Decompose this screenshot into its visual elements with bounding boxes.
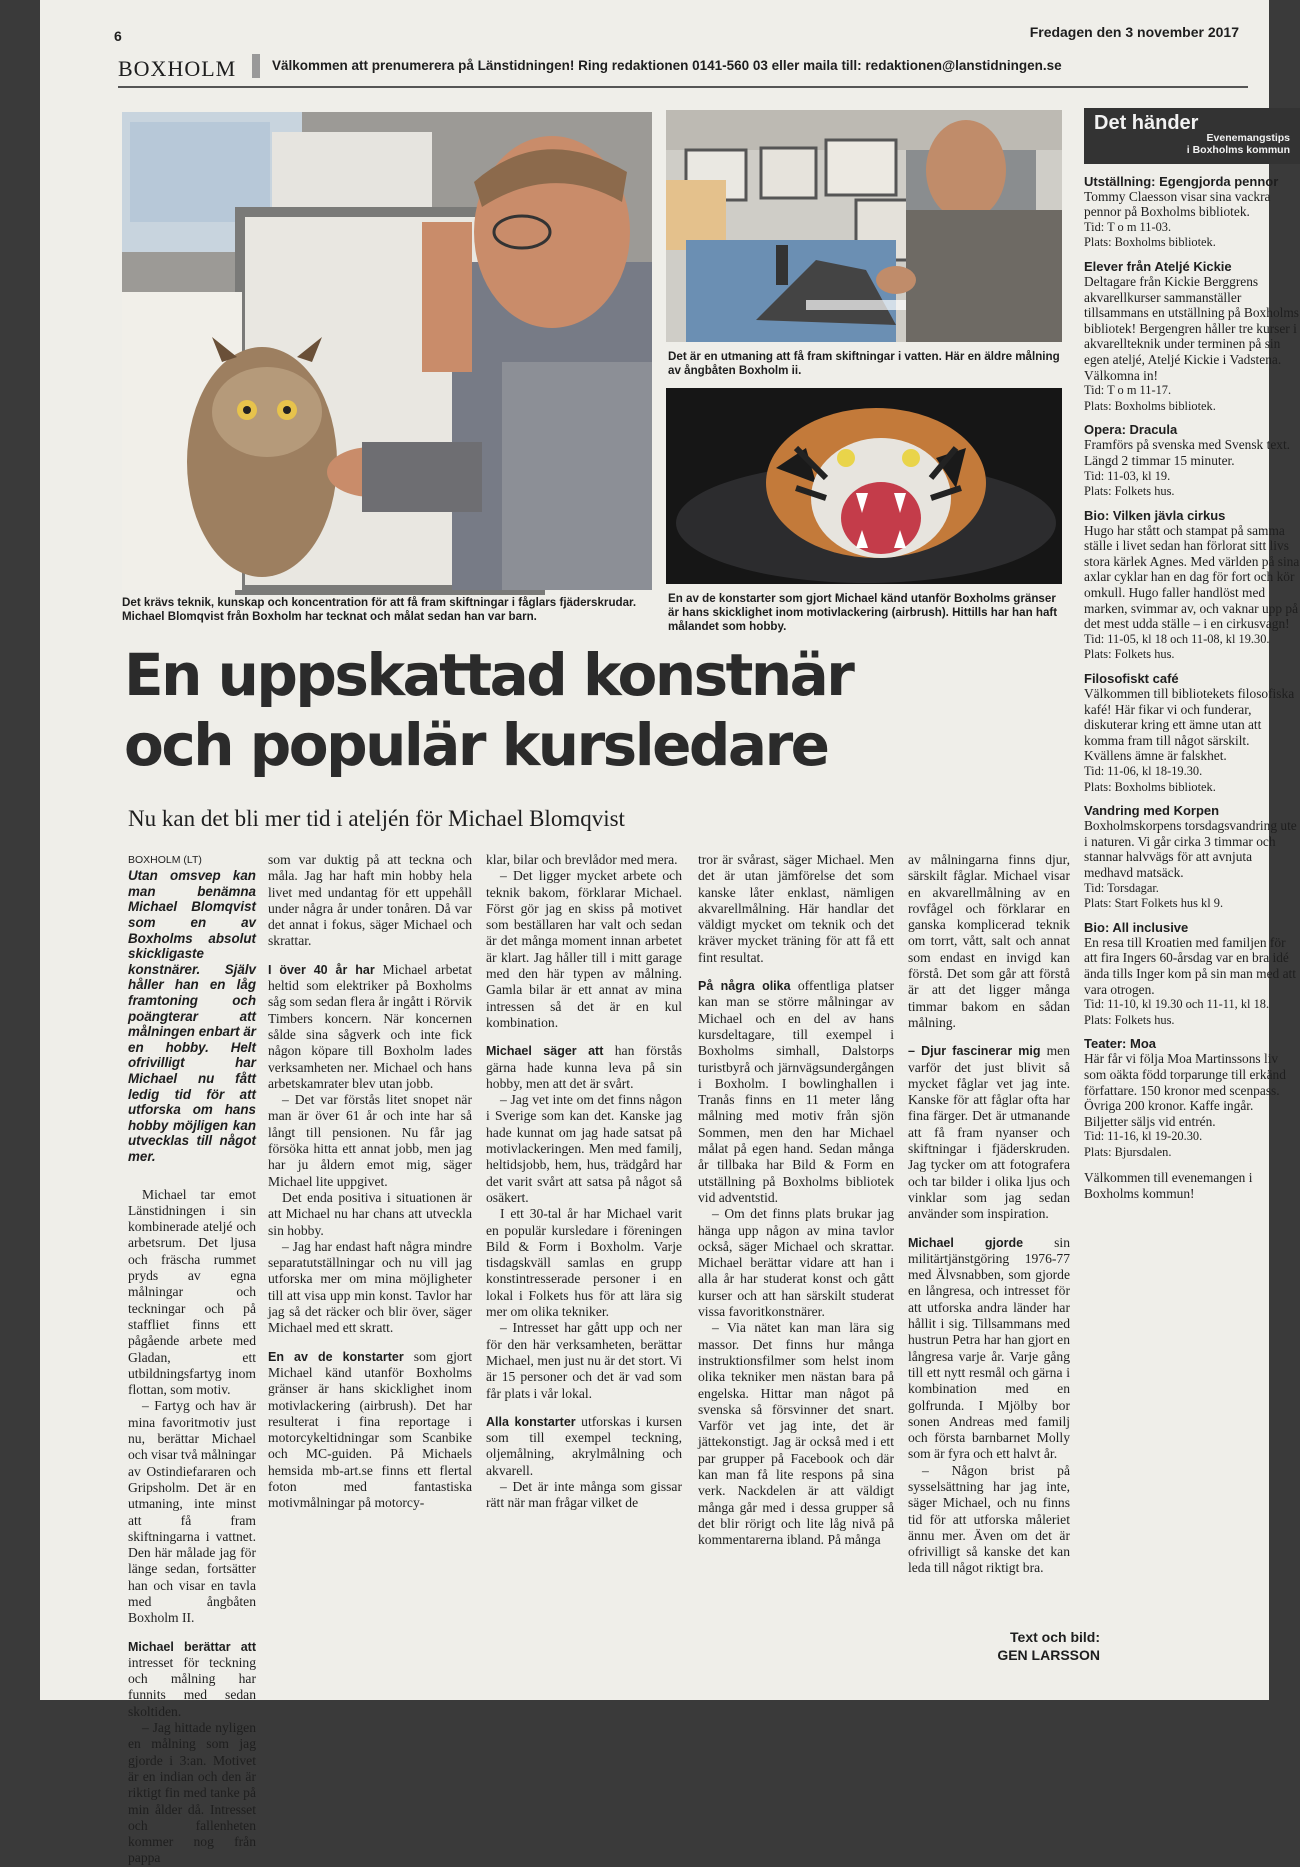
event-time: Tid: 11-06, kl 18-19.30.: [1084, 764, 1203, 778]
headline-line-2: och populär kursledare: [124, 711, 828, 779]
subheadline: Nu kan det bli mer tid i ateljén för Michael Blomqvist: [128, 806, 625, 831]
event-body: Tommy Claesson visar sina vackra pennor på Boxholms bibliotek.: [1084, 188, 1271, 220]
paragraph: – Fartyg och hav är mina favoritmotiv just nu, berättar Michael och visar två målningar av Ostindiefararen och Gripsholm. Det är en utmaning, inte minst att få fram skiftningarna i vattnet. Den här målade jag för länge sedan, fortsätter han och visar en tavla med ångbåten Boxholm II.: [128, 1398, 256, 1626]
midhead: Michael gjorde: [908, 1235, 1024, 1250]
paragraph: offentliga platser kan man se större målningar av Michael och en del av hans kursdeltagare, till exempel i Boxholms simhall, Dalstorps turistbyrå och järnvägsundergången i Boxholm. I bowlinghallen i Tranås finns en 11 meter lång målning med motiv från sjön Sommen, men den har Michael målat på egen hand. Sedan många år tillbaka har Bild & Form en utställning på Boxholms bibliotek vid adventstid.: [698, 978, 894, 1205]
event-body: Välkommen till bibliotekets filosofiska kafé! Här fikar vi och funderar, diskuterar kring ett ämne utan att komma fram till något särskilt. Kvällens ämne är falskhet.: [1084, 686, 1295, 764]
paragraph: – Jag hittade nyligen en målning som jag gjorde i 3:an. Motivet är en indian och den är riktigt fin med tanke på min ålder då. Intresset och fallenheten kommer nog från pappa: [128, 1720, 256, 1866]
event-place: Plats: Bjursdalen.: [1084, 1144, 1172, 1159]
midhead: – Djur fascinerar mig: [908, 1044, 1041, 1059]
event-body: Framförs på svenska med Svensk text. Längd 2 timmar 15 minuter.: [1084, 437, 1291, 468]
paragraph: klar, bilar och brevlådor med mera.: [486, 852, 678, 867]
paragraph: – Om det finns plats brukar jag hänga upp någon av mina tavlor också, säger Michael och skrattar. Michael berättar vidare att han i alla år har studerat konst och gått kurser och att han särskilt studerat vissa favoritkonstnärer.: [698, 1206, 894, 1320]
paragraph: sin militärtjänstgöring 1976-77 med Älvsnabben, som gjorde en långresa, och intresset för att utforska andra länder har hållit i sig. Tillsammans med hustrun Petra har han gjort en långresa varje år. Varje gång till ett nytt resmål och gärna i kombination med en golfrunda. I Mjölby bor sonen Andreas med familj och första barnbarnet Molly som är fyra och ett halvt år.: [908, 1234, 1070, 1462]
article-column-5: [908, 852, 1070, 1622]
event-item: [1084, 920, 1300, 1029]
paragraph: – Jag vet inte om det finns någon i Sverige som kan det. Kanske jag hade kunnat om jag hade satsat på motivlackeringen. Men med familj, heltidsjobb, hem, hus, trädgård har det varit svårt att satsa på något så osäkert.: [486, 1092, 682, 1205]
sidebar-subtitle-2: i Boxholms kommun: [1186, 143, 1290, 156]
paragraph: som var duktig på att teckna och måla. Jag har haft min hobby hela livet med undantag för ett uppehåll under några år under tonåren. Då var det annat i fokus, säger Michael och skrattar.: [268, 852, 472, 949]
event-time: Tid: Torsdagar.: [1084, 880, 1159, 895]
paragraph: som gjort Michael känd utanför Boxholms gränser är hans skicklighet inom motivlackering (airbrush). Det har resulterat i fina reportage i motorcykeltidningar som Scanbike och MC-guiden. På Michaels hemsida mb-art.se finns ett flertal foton med fantastiska motivmålningar på motorcy-: [268, 1348, 473, 1511]
paragraph: men varför det just blivit så mycket fåglar vet jag inte. Kanske för att fåglar ofta har fina färger. Det är utmanande att få fram nyanser och skiftningar i fjäderskruden. Jag tycker om att fotografera och tar bilder i olika ljus och vinklar som jag sedan använder som inspiration.: [908, 1043, 1070, 1222]
credit-author: GEN LARSSON: [997, 1647, 1100, 1663]
event-title: Bio: All inclusive: [1084, 919, 1189, 935]
midhead: En av de konstarter: [268, 1349, 404, 1364]
event-body: Boxholmskorpens torsdagsvandring ute i naturen. Vi går cirka 3 timmar och stannar halvvägs för att avnjuta medhavd matsäck.: [1084, 818, 1297, 880]
sidebar-footer: Välkommen till evenemangen i Boxholms kommun!: [1084, 1170, 1253, 1202]
subscribe-promo: Välkommen att prenumerera på Länstidningen! Ring redaktionen 0141-560 03 eller maila till: redaktionen@lanstidningen.se: [272, 58, 1062, 73]
headline-line-1: En uppskattad konstnär: [124, 641, 853, 709]
paragraph: I ett 30-tal år har Michael varit en populär kursledare i föreningen Bild & Form i Boxholm. Varje tisdagskväll samlas en grupp konstintresserade personer i en lokal i Folkets hus för att lära sig mer om olika tekniker.: [486, 1206, 682, 1320]
event-title: Filosofiskt café: [1084, 671, 1179, 687]
event-item: [1084, 1036, 1300, 1160]
paragraph: – Det ligger mycket arbete och teknik bakom, förklarar Michael. Först gör jag en skiss på motivet som beställaren har valt och sedan är det många moment innan arbetet är klart. Jag håller till i mitt garage med den här typen av målning. Gamla bilar är ett annat av mina intressen så det är en kul kombination.: [486, 868, 682, 1030]
article-column-3: [486, 852, 682, 1658]
main-photo-artist-owl: [122, 112, 652, 590]
article-column-2: [268, 852, 472, 1658]
midhead: Michael berättar att: [128, 1639, 256, 1654]
section-divider: [252, 54, 260, 78]
section-name: BOXHOLM: [118, 56, 237, 81]
credit-label: Text och bild:: [1010, 1629, 1100, 1645]
event-item: [1084, 803, 1300, 912]
event-body: Hugo har stått och stampat på samma ställe i livet sedan han förlorat sitt livs stora kärlek Agnes. Med världen på sina axlar cyklar han en dag för fort och kör omkull. Hugo faller handlöst med marken, svimmar av, och vaknar upp på det mest udda ställe – i en cirkusvagn!: [1084, 522, 1300, 632]
sidebar-subtitle-1: Evenemangstips: [1206, 131, 1290, 144]
midhead: Alla konstarter: [486, 1414, 576, 1429]
paragraph: han förstås gärna hade kunna leva på sin hobby, men att det är svårt.: [486, 1043, 682, 1091]
event-time: Tid: 11-10, kl 19.30 och 11-11, kl 18.: [1084, 997, 1270, 1012]
midhead: I över 40 år har: [268, 962, 375, 977]
page-number: 6: [114, 28, 122, 44]
event-time: Tid: 11-16, kl 19-20.30.: [1084, 1129, 1203, 1144]
event-body: En resa till Kroatien med familjen för att fira Ingers 60-årsdag var en bra idé ända tills Inger kom på sin man med att vara otrogen.: [1084, 934, 1296, 997]
midhead: På några olika: [698, 979, 791, 994]
sidebar-header: [1084, 108, 1300, 164]
issue-date: Fredagen den 3 november 2017: [1029, 24, 1239, 40]
events-sidebar: [1084, 108, 1300, 1698]
event-time: Tid: T o m 11-17.: [1084, 383, 1172, 398]
caption-main: Det krävs teknik, kunskap och koncentration för att få fram skiftningar i fåglars fjäderskrudar. Michael Blomqvist från Boxholm har tecknat och målat sedan han var barn.: [122, 596, 637, 623]
event-place: Plats: Folkets hus.: [1084, 1012, 1175, 1027]
event-item: [1084, 422, 1300, 499]
paragraph: – Jag har endast haft några mindre separatutställningar och nu vill jag utforska mer om mina möjligheter till att visa upp min konst. Tavlor har jag så det räcker och blir över, säger Michael med ett skratt.: [268, 1238, 472, 1336]
paragraph: – Det är inte många som gissar rätt när man frågar vilket de: [486, 1478, 682, 1511]
header-rule: [118, 86, 1248, 88]
sidebar-title: Det händer: [1094, 112, 1199, 134]
event-place: Plats: Start Folkets hus kl 9.: [1084, 896, 1224, 911]
photo-tiger-airbrush: [666, 388, 1062, 584]
event-body: Här får vi följa Moa Martinssons liv som oäkta född torparunge till erkänd författare. 150 kronor med scenpass. Övriga 200 kronor. Kaffe ingår. Biljetter säljs vid entrén.: [1084, 1051, 1286, 1129]
midhead: Michael säger att: [486, 1044, 604, 1059]
event-place: Plats: Boxholms bibliotek.: [1084, 779, 1216, 794]
caption-tiger: En av de konstarter som gjort Michael känd utanför Boxholms gränser är hans skicklighet inom motivlackering (airbrush). Hittills har han haft målandet som hobby.: [668, 592, 1058, 633]
event-title: Teater: Moa: [1084, 1036, 1156, 1052]
paragraph: Det enda positiva i situationen är att Michael nu har chans att utveckla sin hobby.: [268, 1189, 472, 1238]
paragraph: tror är svårast, säger Michael. Men det är utan jämförelse det som kanske låter enklast, nämligen akvarellmålning. Här handlar det väldigt mycket om teknik och det kräver mycket träning för att få ett fint resultat.: [698, 852, 894, 965]
event-title: Utställning: Egengjorda pennor: [1084, 173, 1279, 189]
event-title: Elever från Ateljé Kickie: [1084, 258, 1232, 274]
event-title: Bio: Vilken jävla cirkus: [1084, 507, 1226, 523]
event-item: [1084, 174, 1300, 251]
paragraph: Michael tar emot Länstidningen i sin kombinerade ateljé och arbetsrum. Det ljusa och fräscha rummet pryds av egna målningar och teckningar och på staffliet finns ett pågående arbete med Gladan, ett utbildningsfartyg inom flottan, som motiv.: [128, 1186, 256, 1398]
event-item: [1084, 508, 1300, 663]
event-time: Tid: T o m 11-03.: [1084, 219, 1172, 234]
caption-ship: Det är en utmaning att få fram skiftningar i vatten. Här en äldre målning av ångbåten Boxholm ii.: [668, 350, 1060, 377]
photo-ship-painting: [666, 110, 1062, 342]
newspaper-page: [40, 0, 1300, 1866]
paragraph: Michael arbetat heltid som elektriker på Boxholms såg som sedan flera år ingått i Rörvik Timbers koncern. När koncernen sålde sina sågverk och inte fick någon köpare till Boxholm lades verksamheten ner. Michael och hans arbetskamrater blev utan jobb.: [268, 961, 472, 1091]
event-place: Plats: Boxholms bibliotek.: [1084, 235, 1216, 250]
event-body: Deltagare från Kickie Berggrens akvarellkurser sammanställer tillsammans en utställning på Boxholms bibliotek! Bergengren håller tre kurser i akvarellteknik under terminen på sin egen ateljé, Ateljé Kickie i Vadstena. Välkomna in!: [1084, 273, 1299, 383]
event-place: Plats: Boxholms bibliotek.: [1084, 398, 1216, 413]
paragraph: – Det var förstås litet snopet när man är över 61 år och inte har så långt till pensionen. Nu får jag försöka hitta ett annat jobb, men jag har ju åldern emot mig, säger Michael lite uppgivet.: [268, 1092, 472, 1189]
paragraph: – Någon brist på sysselsättning har jag inte, säger Michael, och nu finns tid för att utforska måleriet ännu mer. Även om det är ofrivilligt så kanske det kan leda till något riktigt bra.: [908, 1462, 1070, 1576]
dateline: BOXHOLM (LT): [128, 854, 202, 866]
event-place: Plats: Folkets hus.: [1084, 647, 1175, 662]
article-lead: Utan omsvep kan man benämna Michael Blomqvist som en av Boxholms absolut skickligaste konstnärer. Själv håller han en låg framtoning och poängterar att målningen enbart är en hobby. Helt ofrivilligt har Michael nu fått ledig tid för att utforska om hans hobby möjligen kan utvecklas till något mer.: [128, 868, 256, 1164]
event-item: [1084, 259, 1300, 414]
paragraph: av målningarna finns djur, särskilt fåglar. Michael visar en akvarellmålning av en rovfågel och förklarar en ganska komplicerad teknik om torrt, vått, salt och annat som endast en invigd kan förstå. Det som går att förstå är att det ligger många timmar bakom en sådan målning.: [908, 852, 1070, 1030]
byline-credit: [950, 1628, 1100, 1664]
paragraph: – Via nätet kan man lära sig massor. Det finns hur många instruktionsfilmer som helst inom olika tekniker men nästan bara på engelska. Hittar man något på svenska så försvinner det snart. Varför vet jag inte, det är jättekonstigt. Jag är också med i ett par grupper på Facebook och där kan man få lite respons på sina verk. Nackdelen är att väldigt många går med i dessa grupper så det blir rörigt och lite låg nivå på kommentarerna ibland. På många: [698, 1320, 894, 1548]
event-time: Tid: 11-03, kl 19.: [1084, 468, 1171, 483]
event-time: Tid: 11-05, kl 18 och 11-08, kl 19.30.: [1084, 631, 1270, 646]
paragraph: utforskas i kursen som till exempel teckning, oljemålning, akrylmålning och akvarell.: [486, 1413, 682, 1478]
event-title: Vandring med Korpen: [1084, 803, 1220, 819]
event-place: Plats: Folkets hus.: [1084, 484, 1175, 499]
paragraph: – Intresset har gått upp och ner för den här verksamheten, berättar Michael, men just nu är det stort. Vi är 15 personer och det är vad som får plats i vår lokal.: [486, 1320, 682, 1401]
article-column-4: [698, 852, 894, 1658]
article-column-1: [128, 852, 256, 1866]
event-item: [1084, 671, 1300, 795]
paragraph: intresset för teckning och målning har funnits med sedan skoltiden.: [128, 1654, 256, 1719]
event-title: Opera: Dracula: [1084, 422, 1178, 438]
headline: [124, 640, 1004, 780]
